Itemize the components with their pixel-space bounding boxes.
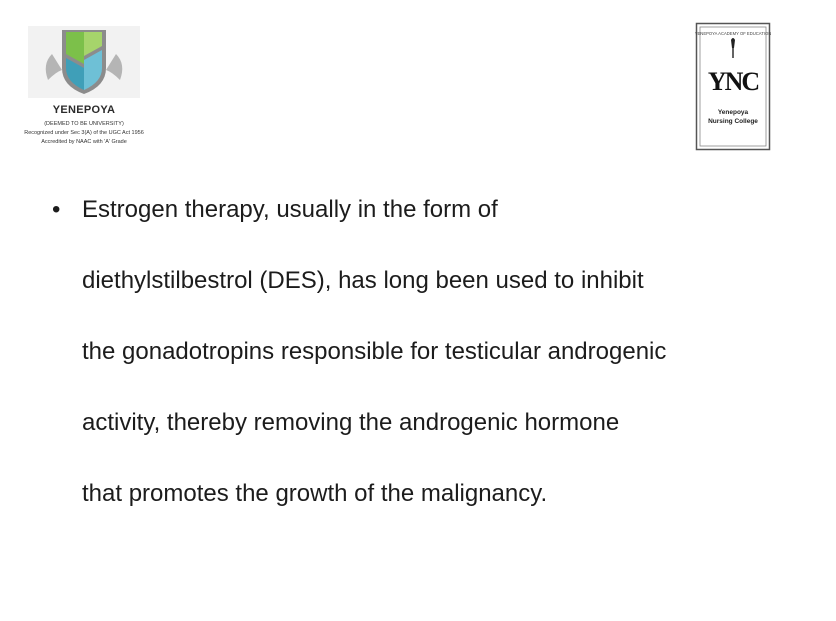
body-line-3: the gonadotropins responsible for testicular androgenic (82, 338, 667, 365)
yenepoya-subtitle: (DEEMED TO BE UNIVERSITY) (44, 121, 124, 127)
body-line-1: Estrogen therapy, usually in the form of (82, 196, 498, 223)
body-line-2: diethylstilbestrol (DES), has long been used to inhibit (82, 267, 644, 294)
nursing-college-crest-icon (695, 22, 771, 152)
nursing-college-header: YENEPOYA ACADEMY OF EDUCATION (695, 31, 771, 36)
nursing-college-name-line1: Yenepoya (717, 109, 749, 116)
body-line-4: activity, thereby removing the androgenic hormone (82, 409, 620, 436)
yenepoya-emblem-icon (22, 24, 146, 100)
bullet-marker: • (52, 196, 61, 223)
yenepoya-recognition: Recognized under Sec 3(A) of the UGC Act 1956 (24, 130, 144, 136)
slide-body (52, 174, 812, 529)
yenepoya-wordmark: YENEPOYA (52, 104, 116, 116)
yenepoya-university-logo (22, 24, 146, 156)
yenepoya-accreditation: Accredited by NAAC with 'A' Grade (41, 139, 127, 145)
nursing-college-name-line2: Nursing College (708, 118, 758, 125)
yenepoya-nursing-college-logo (695, 22, 771, 152)
nursing-college-monogram: YNC (707, 67, 759, 96)
body-line-5: that promotes the growth of the malignancy. (82, 480, 548, 507)
